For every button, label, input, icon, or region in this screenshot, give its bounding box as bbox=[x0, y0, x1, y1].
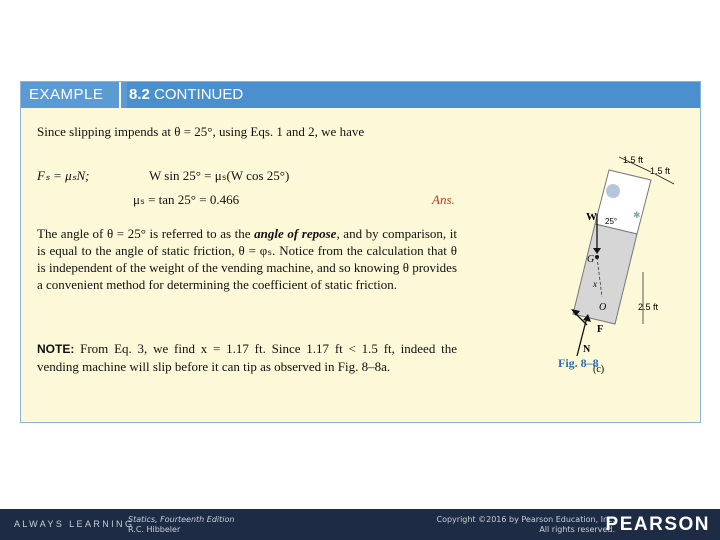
header-divider bbox=[119, 82, 121, 108]
dim-side-label: 1.5 ft bbox=[650, 166, 671, 176]
center-label: G bbox=[587, 254, 595, 265]
weight-label: W bbox=[586, 211, 597, 223]
force-label: F bbox=[597, 324, 604, 335]
paragraph-angle-of-repose bbox=[37, 225, 457, 293]
book-info bbox=[128, 515, 234, 535]
angle-of-repose-term: angle of repose bbox=[254, 226, 337, 241]
part-label: (c) bbox=[593, 364, 605, 375]
angle-label: 25° bbox=[605, 217, 618, 226]
copyright-text: Copyright ©2016 by Pearson Education, Inc. bbox=[436, 515, 615, 524]
footer-bar bbox=[0, 509, 720, 540]
machine-spark-icon: ✱ bbox=[633, 210, 641, 220]
copyright-info bbox=[436, 515, 615, 535]
always-learning-label: ALWAYS LEARNING bbox=[14, 519, 135, 529]
pearson-logo: PEARSON bbox=[605, 514, 710, 535]
example-number: 8.2 bbox=[129, 86, 150, 103]
equation-2: μₛ = tan 25° = 0.466 bbox=[133, 192, 240, 207]
normal-label: N bbox=[583, 344, 591, 355]
paragraph-part-1: The angle of θ = 25° is referred to as the bbox=[37, 226, 255, 241]
dim-top-label: 1.5 ft bbox=[623, 155, 644, 165]
book-title: Statics, Fourteenth Edition bbox=[128, 515, 235, 524]
example-card bbox=[20, 81, 701, 423]
answer-label: Ans. bbox=[432, 192, 455, 207]
intro-text: Since slipping impends at θ = 25°, using Eqs. 1 and 2, we have bbox=[37, 124, 365, 139]
note-paragraph bbox=[37, 340, 457, 375]
rights-text: All rights reserved. bbox=[539, 525, 615, 534]
note-text: From Eq. 3, we find x = 1.17 ft. Since 1.17 ft < 1.5 ft, indeed the vending machine will slip before it can tip as observed in Fig. 8–8a. bbox=[37, 341, 457, 374]
example-label: EXAMPLE bbox=[21, 82, 127, 108]
dim-bottom-label: 2.5 ft bbox=[638, 302, 659, 312]
continued-label: CONTINUED bbox=[154, 86, 244, 103]
book-author: R.C. Hibbeler bbox=[128, 525, 181, 534]
machine-top bbox=[595, 170, 651, 234]
example-title bbox=[129, 82, 243, 108]
paragraph-part-2: , and by comparison, it is equal to the angle of static friction, θ = φₛ. Notice from the calculation that θ is independent of the weight of the vending machine, and so knowing θ provides a convenient method for determining the coefficient of static friction. bbox=[37, 226, 457, 292]
x-label: x bbox=[593, 279, 597, 289]
figure-caption: Fig. 8–8 bbox=[558, 356, 599, 370]
equation-1-left: Fₛ = μₛN; bbox=[37, 168, 90, 183]
origin-label: O bbox=[599, 302, 607, 313]
equation-1-right: W sin 25° = μₛ(W cos 25°) bbox=[149, 168, 290, 183]
machine-logo-icon bbox=[606, 184, 620, 198]
example-header bbox=[21, 82, 700, 108]
note-label: NOTE: bbox=[37, 342, 75, 356]
